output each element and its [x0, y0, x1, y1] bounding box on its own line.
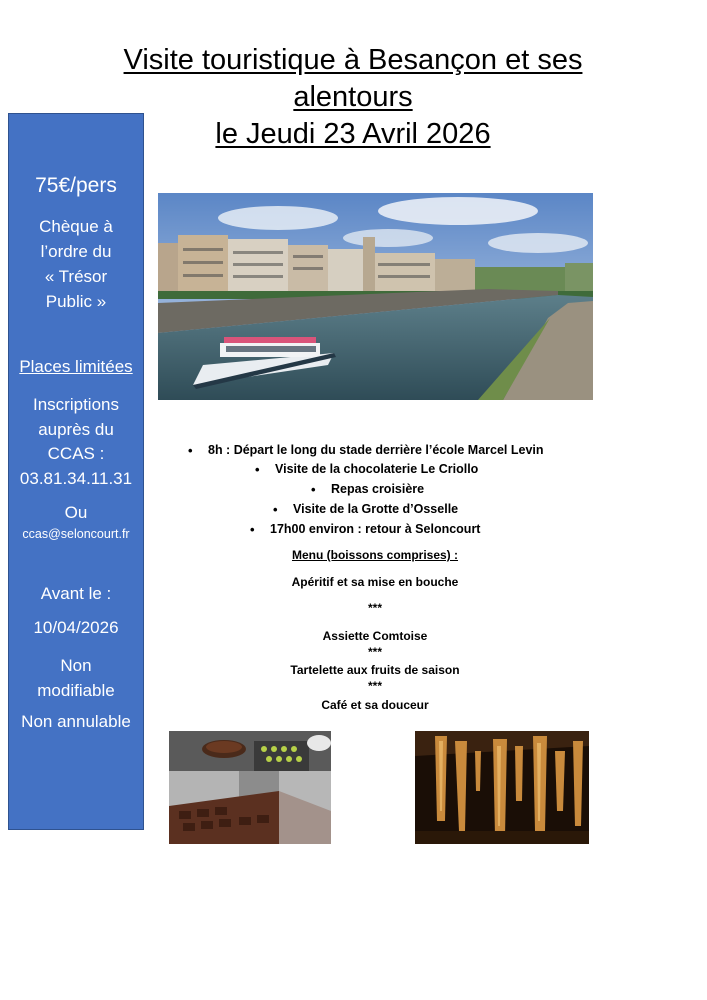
deadline-date: 10/04/2026: [33, 618, 119, 637]
payment-line: « Trésor: [44, 267, 108, 286]
page-title: [120, 42, 586, 153]
list-item: • 8h : Départ le long du stade derrière l’école Marcel Levin: [208, 443, 544, 457]
title-line-2: alentours: [293, 81, 413, 113]
cave-photo: [415, 731, 589, 844]
payment-line: Chèque à: [39, 217, 113, 236]
list-item: • 17h00 environ : retour à Seloncourt: [270, 522, 480, 536]
list-item: • Repas croisière: [331, 482, 424, 496]
menu-heading: Menu (boissons comprises) :: [291, 548, 459, 562]
list-item: • Visite de la chocolaterie Le Criollo: [275, 462, 478, 476]
menu-separator: ***: [367, 601, 382, 615]
registration-line: Inscriptions: [33, 395, 119, 414]
phone-number: 03.81.34.11.31: [19, 468, 133, 488]
title-line-3: le Jeudi 23 Avril 2026: [215, 118, 491, 150]
payment-line: Public »: [45, 292, 107, 311]
registration-info: [9, 393, 143, 491]
non-cancellable: Non annulable: [21, 712, 131, 731]
menu-item: Café et sa douceur: [321, 698, 429, 712]
menu-separator: ***: [367, 679, 382, 693]
registration-line: CCAS :: [47, 444, 105, 463]
payment-line: l’ordre du: [40, 242, 112, 261]
limited-places: Places limitées: [19, 357, 133, 376]
price: 75€/pers: [35, 174, 117, 197]
non-modifiable-line: modifiable: [37, 681, 115, 700]
deadline-label: Avant le :: [40, 584, 112, 603]
registration-line: auprès du: [38, 419, 114, 439]
or-label: Ou: [64, 503, 88, 522]
title-line-1: Visite touristique à Besançon et ses: [123, 44, 583, 76]
info-sidebar: [8, 113, 144, 830]
payment-info: [9, 214, 143, 314]
chocolate-factory-photo: [169, 731, 331, 844]
non-modifiable-line: Non: [60, 656, 92, 675]
menu-separator: ***: [367, 645, 382, 659]
besancon-river-photo: [158, 193, 593, 400]
non-modifiable: [9, 653, 143, 703]
menu-item: Apéritif et sa mise en bouche: [291, 575, 459, 589]
menu-item: Tartelette aux fruits de saison: [290, 663, 460, 677]
list-item: • Visite de la Grotte d’Osselle: [293, 502, 458, 516]
menu-item: Assiette Comtoise: [322, 629, 428, 643]
email-address: ccas@seloncourt.fr: [22, 527, 130, 541]
